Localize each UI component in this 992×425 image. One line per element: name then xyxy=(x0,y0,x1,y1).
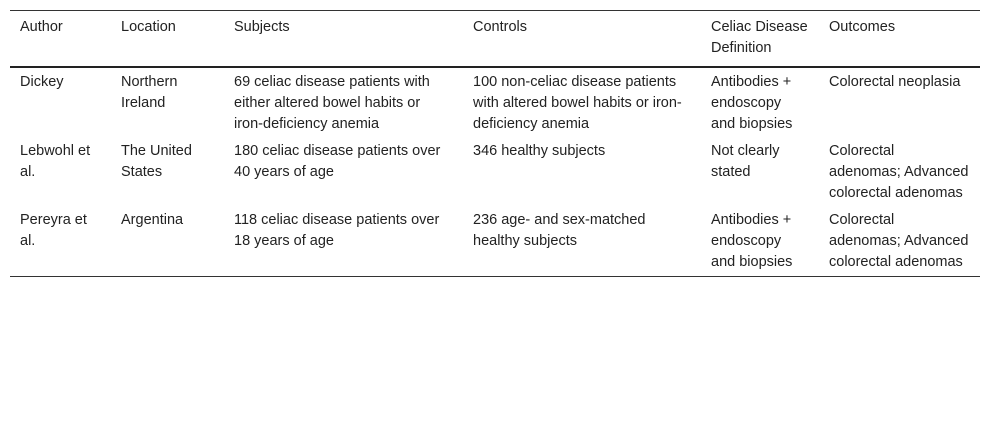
studies-table-container xyxy=(10,10,980,277)
cell-definition: Not clearly stated xyxy=(711,143,780,180)
cell-subjects: 118 celiac disease patients over 18 years of age xyxy=(234,212,440,249)
cell-subjects: 180 celiac disease patients over 40 years of age xyxy=(234,143,441,180)
cell-author: Lebwohl et al. xyxy=(20,143,91,180)
cell-subjects: 69 celiac disease patients with either altered bowel habits or iron-deficiency anemia xyxy=(234,74,430,132)
cell-outcomes: Colorectal adenomas; Advanced colorectal adenomas xyxy=(829,143,969,201)
table-header xyxy=(10,11,980,68)
cell-author: Dickey xyxy=(20,74,64,90)
header-location: Location xyxy=(121,19,176,35)
header-controls: Controls xyxy=(473,19,527,35)
cell-controls: 236 age- and sex-matched healthy subjects xyxy=(473,212,646,249)
table-row xyxy=(10,207,980,277)
table-row xyxy=(10,138,980,207)
cell-location: The United States xyxy=(121,143,192,180)
cell-controls: 100 non-celiac disease patients with altered bowel habits or iron-deficiency anemia xyxy=(473,74,682,132)
table-body xyxy=(10,67,980,277)
cell-location: Northern Ireland xyxy=(121,74,178,111)
cell-outcomes: Colorectal neoplasia xyxy=(829,74,961,90)
header-row xyxy=(10,11,980,68)
cell-location: Argentina xyxy=(121,212,184,228)
cell-author: Pereyra et al. xyxy=(20,212,87,249)
cell-definition: Antibodies + endoscopy and biopsies xyxy=(711,74,793,132)
header-celiac-disease-definition: Celiac Disease Definition xyxy=(711,19,808,56)
cell-outcomes: Colorectal adenomas; Advanced colorectal adenomas xyxy=(829,212,969,270)
cell-definition: Antibodies + endoscopy and biopsies xyxy=(711,212,793,270)
header-subjects: Subjects xyxy=(234,19,290,35)
cell-controls: 346 healthy subjects xyxy=(473,143,606,159)
studies-table xyxy=(10,10,980,277)
header-author: Author xyxy=(20,19,63,35)
table-row xyxy=(10,67,980,138)
header-outcomes: Outcomes xyxy=(829,19,896,35)
